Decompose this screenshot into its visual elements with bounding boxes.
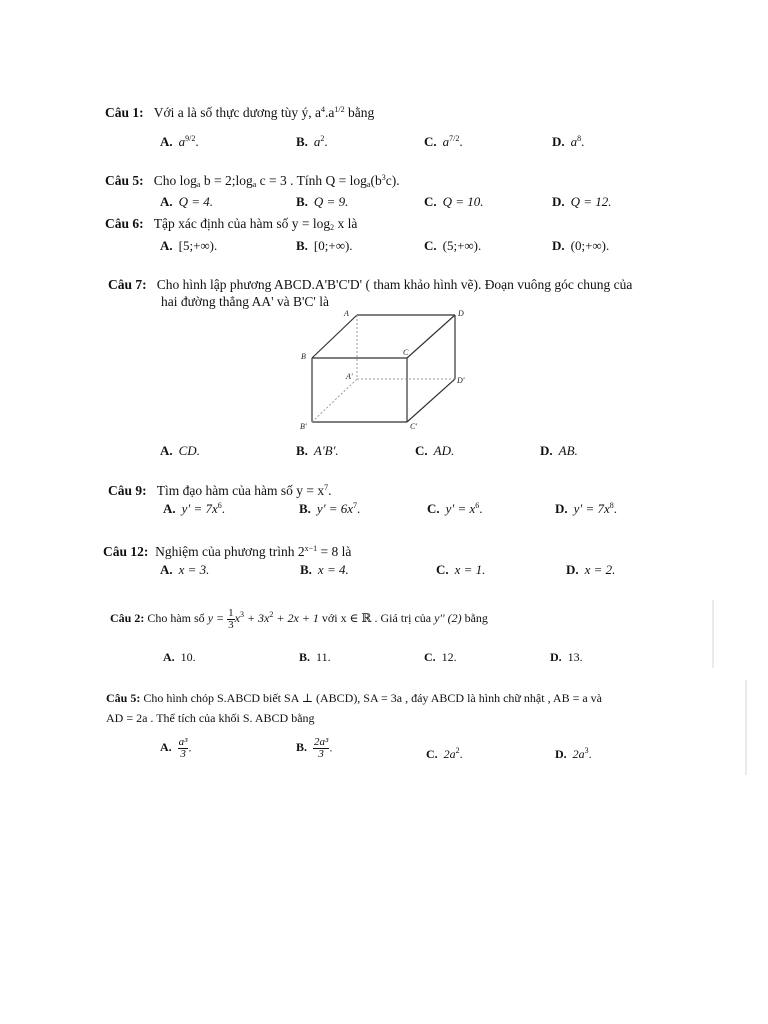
option-d[interactable]: D. 13. — [550, 650, 583, 664]
question-label: Câu 6: — [105, 216, 144, 231]
vertex-label: C — [403, 348, 409, 357]
answer-options-6 — [160, 238, 640, 256]
vertex-label: B — [301, 352, 306, 361]
answer-options-9 — [163, 501, 643, 519]
option-b[interactable]: B. [0;+∞). — [296, 238, 353, 253]
question-label: Câu 7: — [108, 277, 147, 292]
question-9: Câu 9: Tìm đạo hàm của hàm số $y = x^7$. — [108, 483, 332, 498]
vertex-label: C' — [410, 422, 418, 431]
answer-options-12 — [160, 562, 640, 580]
option-b[interactable]: B. $a^2$. — [296, 134, 328, 149]
option-a[interactable]: A. $\frac{\text{a³}}{3}$ . — [160, 736, 192, 760]
option-b[interactable]: B. A'B'. — [296, 443, 339, 458]
vertex-label: A' — [346, 372, 353, 381]
vertex-label: B' — [300, 422, 307, 431]
answer-options-5-pyramid — [160, 737, 640, 771]
vertex-label: A — [344, 309, 349, 318]
option-d[interactable]: D. $a^8$. — [552, 134, 585, 149]
question-label: Câu 5: — [105, 173, 144, 188]
option-c[interactable]: C. 12. — [424, 650, 457, 664]
option-d[interactable]: D. $y' = 7x^8$. — [555, 501, 617, 516]
option-c[interactable]: C. x = 1. — [436, 562, 486, 577]
option-c[interactable]: C. $y' = x^6$. — [427, 501, 483, 516]
option-d[interactable]: D. Q = 12. — [552, 194, 612, 209]
option-d[interactable]: D. AB. — [540, 443, 578, 458]
question-label: Câu 5: — [106, 691, 141, 705]
answer-options-5-log — [160, 194, 640, 212]
scan-edge-mark — [712, 600, 714, 668]
question-6: Câu 6: Tập xác định của hàm số $y = \log_2 x$ là — [105, 216, 358, 232]
option-a[interactable]: A. 10. — [163, 650, 196, 664]
option-b[interactable]: B. $\frac{\text{2a³}}{3}$ . — [296, 736, 333, 760]
option-c[interactable]: C. $2a^2$. — [426, 746, 463, 761]
option-d[interactable]: D. $2a^3$. — [555, 746, 592, 761]
question-label: Câu 2: — [110, 611, 145, 625]
option-c[interactable]: C. (5;+∞). — [424, 238, 482, 253]
question-label: Câu 9: — [108, 483, 147, 498]
option-a[interactable]: A. $y' = 7x^6$. — [163, 501, 225, 516]
option-b[interactable]: B. x = 4. — [300, 562, 349, 577]
answer-options-1 — [160, 134, 640, 152]
scan-edge-mark — [745, 680, 747, 775]
question-5-pyramid: Câu 5: Cho hình chóp S.ABCD biết SA ⊥ (ABCD), SA = 3a , đáy ABCD là hình chữ nhật , AB = a và AD = 2a . Thể tích của khối S. ABCD bằng — [106, 691, 602, 725]
option-b[interactable]: B. 11. — [299, 650, 331, 664]
question-label: Câu 1: — [105, 105, 144, 120]
fraction-one-third: $\frac{1}{3}$ — [228, 606, 234, 631]
question-text: Với a là số thực dương tùy ý, a — [153, 105, 322, 120]
question-1: Câu 1: Với a là số thực dương tùy ý, $a^4.a^{1/2}$ bằng — [105, 105, 375, 120]
option-a[interactable]: A. x = 3. — [160, 562, 210, 577]
option-d[interactable]: D. x = 2. — [566, 562, 616, 577]
question-label: Câu 12: — [103, 544, 149, 559]
option-d[interactable]: D. (0;+∞). — [552, 238, 610, 253]
cube-figure — [295, 305, 475, 435]
option-c[interactable]: C. AD. — [415, 443, 455, 458]
question-12: Câu 12: Nghiệm của phương trình $2^{x-1} = 8$ là — [103, 544, 352, 559]
vertex-label: D — [458, 309, 464, 318]
answer-options-7 — [160, 443, 640, 461]
option-a[interactable]: A. [5;+∞). — [160, 238, 218, 253]
answer-options-2 — [163, 650, 643, 668]
option-a[interactable]: A. CD. — [160, 443, 200, 458]
option-b[interactable]: B. Q = 9. — [296, 194, 349, 209]
option-c[interactable]: C. Q = 10. — [424, 194, 484, 209]
option-c[interactable]: C. $a^{7/2}$. — [424, 134, 463, 149]
question-2: Câu 2: Cho hàm số y = $\frac{1}{3}$ $x^3 + 3x^2 + 2x + 1$ với x ∈ ℝ . Giá trị của y'' (2) bằng — [110, 606, 488, 631]
question-7: Câu 7: Cho hình lập phương ABCD.A'B'C'D' ( tham khảo hình vẽ). Đoạn vuông góc chung của hai đường thẳng AA' và B'C' là — [108, 277, 633, 309]
option-b[interactable]: B. $y' = 6x^7$. — [299, 501, 361, 516]
vertex-label: D' — [457, 376, 465, 385]
question-5-log: Câu 5: Cho $\log_a b$ = $2;\log_a$ c = 3 . Tính $Q = \log_a(b^3c)$. — [105, 173, 400, 189]
option-a[interactable]: A. Q = 4. — [160, 194, 214, 209]
option-a[interactable]: A. $a^{9/2}$. — [160, 134, 199, 149]
